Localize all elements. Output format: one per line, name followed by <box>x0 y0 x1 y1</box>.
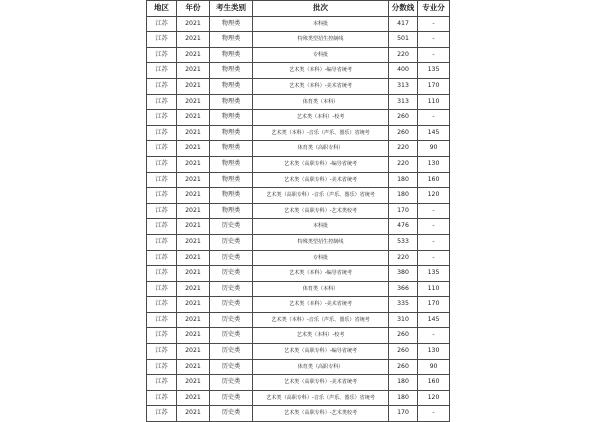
cell-major-score: 135 <box>418 266 450 282</box>
cell-major-score: - <box>418 110 450 126</box>
table-row <box>147 312 450 328</box>
cell-batch: 艺术类（本科）-音乐（声乐、器乐）省统考 <box>253 125 389 141</box>
cell-region: 江苏 <box>147 203 177 219</box>
cell-category: 物理类 <box>210 16 253 32</box>
table-row <box>147 32 450 48</box>
table-row <box>147 266 450 282</box>
table-row <box>147 47 450 63</box>
cell-category: 物理类 <box>210 141 253 157</box>
table-row <box>147 234 450 250</box>
cell-batch: 艺术类（本科）-校考 <box>253 328 389 344</box>
cell-score: 260 <box>389 125 418 141</box>
header-major-score: 专业分 <box>418 1 450 17</box>
cell-major-score: - <box>418 16 450 32</box>
cell-major-score: 145 <box>418 125 450 141</box>
cell-year: 2021 <box>177 156 210 172</box>
cell-category: 物理类 <box>210 94 253 110</box>
cell-batch: 艺术类（本科）-美术省统考 <box>253 78 389 94</box>
cell-region: 江苏 <box>147 359 177 375</box>
cell-batch: 艺术类（高职专科）-美术省统考 <box>253 172 389 188</box>
table-row <box>147 110 450 126</box>
cell-region: 江苏 <box>147 110 177 126</box>
cell-region: 江苏 <box>147 250 177 266</box>
cell-region: 江苏 <box>147 32 177 48</box>
cell-category: 历史类 <box>210 406 253 422</box>
cell-region: 江苏 <box>147 375 177 391</box>
cell-score: 400 <box>389 63 418 79</box>
cell-batch: 艺术类（高职专科）-艺术类校考 <box>253 203 389 219</box>
cell-category: 物理类 <box>210 78 253 94</box>
cell-major-score: - <box>418 328 450 344</box>
cell-year: 2021 <box>177 63 210 79</box>
table-row <box>147 94 450 110</box>
cell-major-score: 110 <box>418 281 450 297</box>
table-row <box>147 297 450 313</box>
cell-category: 物理类 <box>210 188 253 204</box>
cell-score: 220 <box>389 250 418 266</box>
cell-major-score: 120 <box>418 390 450 406</box>
cell-category: 历史类 <box>210 234 253 250</box>
cell-region: 江苏 <box>147 219 177 235</box>
cell-year: 2021 <box>177 172 210 188</box>
cell-region: 江苏 <box>147 47 177 63</box>
cell-batch: 艺术类（本科）-校考 <box>253 110 389 126</box>
header-score: 分数线 <box>389 1 418 17</box>
cell-category: 物理类 <box>210 156 253 172</box>
cell-year: 2021 <box>177 125 210 141</box>
cell-category: 历史类 <box>210 344 253 360</box>
cell-region: 江苏 <box>147 312 177 328</box>
cell-major-score: - <box>418 47 450 63</box>
cell-batch: 本科批 <box>253 219 389 235</box>
cell-score: 260 <box>389 110 418 126</box>
cell-region: 江苏 <box>147 328 177 344</box>
cell-category: 历史类 <box>210 219 253 235</box>
cell-batch: 专科批 <box>253 250 389 266</box>
cell-year: 2021 <box>177 234 210 250</box>
cell-region: 江苏 <box>147 406 177 422</box>
cell-batch: 专科批 <box>253 47 389 63</box>
cell-batch: 特殊类型招生控制线 <box>253 32 389 48</box>
table-row <box>147 375 450 391</box>
cell-region: 江苏 <box>147 94 177 110</box>
cell-year: 2021 <box>177 375 210 391</box>
cell-year: 2021 <box>177 47 210 63</box>
cell-batch: 特殊类型招生控制线 <box>253 234 389 250</box>
cell-region: 江苏 <box>147 78 177 94</box>
cell-score: 476 <box>389 219 418 235</box>
cell-year: 2021 <box>177 188 210 204</box>
cell-major-score: - <box>418 219 450 235</box>
cell-batch: 艺术类（本科）-编导省统考 <box>253 63 389 79</box>
header-category: 考生类别 <box>210 1 253 17</box>
cell-category: 历史类 <box>210 390 253 406</box>
cell-year: 2021 <box>177 203 210 219</box>
cell-score: 180 <box>389 375 418 391</box>
table-header-row <box>147 1 450 17</box>
cell-score: 180 <box>389 390 418 406</box>
cell-score: 260 <box>389 328 418 344</box>
cell-category: 物理类 <box>210 63 253 79</box>
cell-category: 历史类 <box>210 359 253 375</box>
cell-major-score: 110 <box>418 94 450 110</box>
table-row <box>147 219 450 235</box>
cell-major-score: 170 <box>418 297 450 313</box>
cell-year: 2021 <box>177 390 210 406</box>
cell-region: 江苏 <box>147 156 177 172</box>
cell-category: 历史类 <box>210 250 253 266</box>
cell-year: 2021 <box>177 406 210 422</box>
cell-region: 江苏 <box>147 63 177 79</box>
cell-category: 历史类 <box>210 312 253 328</box>
cell-category: 历史类 <box>210 266 253 282</box>
cell-score: 220 <box>389 156 418 172</box>
cell-year: 2021 <box>177 110 210 126</box>
cell-batch: 艺术类（本科）-编导省统考 <box>253 266 389 282</box>
cell-year: 2021 <box>177 16 210 32</box>
cell-score: 417 <box>389 16 418 32</box>
cell-score: 380 <box>389 266 418 282</box>
cell-score: 220 <box>389 47 418 63</box>
table-row <box>147 125 450 141</box>
cell-batch: 体育类（高职专科） <box>253 141 389 157</box>
table-row <box>147 281 450 297</box>
cell-major-score: - <box>418 234 450 250</box>
cell-score: 313 <box>389 94 418 110</box>
cell-batch: 艺术类（本科）-美术省统考 <box>253 297 389 313</box>
cell-category: 物理类 <box>210 203 253 219</box>
cell-major-score: - <box>418 250 450 266</box>
cell-score: 220 <box>389 141 418 157</box>
cell-score: 180 <box>389 172 418 188</box>
cell-year: 2021 <box>177 281 210 297</box>
cell-region: 江苏 <box>147 172 177 188</box>
cell-score: 313 <box>389 78 418 94</box>
table-row <box>147 172 450 188</box>
cell-score: 501 <box>389 32 418 48</box>
cell-year: 2021 <box>177 141 210 157</box>
cell-batch: 艺术类（高职专科）-音乐（声乐、器乐）省统考 <box>253 390 389 406</box>
header-region: 地区 <box>147 1 177 17</box>
cell-year: 2021 <box>177 219 210 235</box>
table-body <box>147 16 450 421</box>
cell-major-score: 130 <box>418 156 450 172</box>
table-row <box>147 63 450 79</box>
cell-major-score: 90 <box>418 359 450 375</box>
table-row <box>147 344 450 360</box>
header-year: 年份 <box>177 1 210 17</box>
cell-year: 2021 <box>177 359 210 375</box>
cell-batch: 体育类（高职专科） <box>253 359 389 375</box>
cell-major-score: 135 <box>418 63 450 79</box>
cell-year: 2021 <box>177 32 210 48</box>
score-table <box>146 0 450 422</box>
score-table-container <box>146 0 449 422</box>
cell-major-score: - <box>418 203 450 219</box>
cell-category: 物理类 <box>210 47 253 63</box>
cell-score: 260 <box>389 359 418 375</box>
cell-batch: 艺术类（高职专科）-音乐（声乐、器乐）省统考 <box>253 188 389 204</box>
table-row <box>147 188 450 204</box>
cell-region: 江苏 <box>147 234 177 250</box>
cell-major-score: 160 <box>418 375 450 391</box>
cell-region: 江苏 <box>147 344 177 360</box>
cell-region: 江苏 <box>147 297 177 313</box>
cell-region: 江苏 <box>147 125 177 141</box>
cell-score: 260 <box>389 344 418 360</box>
cell-batch: 艺术类（高职专科）-美术省统考 <box>253 375 389 391</box>
cell-score: 170 <box>389 203 418 219</box>
cell-category: 历史类 <box>210 297 253 313</box>
cell-batch: 本科批 <box>253 16 389 32</box>
cell-year: 2021 <box>177 328 210 344</box>
cell-batch: 体育类（本科） <box>253 94 389 110</box>
cell-category: 历史类 <box>210 328 253 344</box>
cell-major-score: - <box>418 406 450 422</box>
cell-major-score: 145 <box>418 312 450 328</box>
cell-major-score: 160 <box>418 172 450 188</box>
table-row <box>147 141 450 157</box>
cell-score: 310 <box>389 312 418 328</box>
cell-score: 366 <box>389 281 418 297</box>
header-batch: 批次 <box>253 1 389 17</box>
cell-major-score: 90 <box>418 141 450 157</box>
cell-score: 533 <box>389 234 418 250</box>
table-row <box>147 78 450 94</box>
cell-score: 335 <box>389 297 418 313</box>
cell-category: 物理类 <box>210 172 253 188</box>
cell-year: 2021 <box>177 78 210 94</box>
cell-category: 历史类 <box>210 281 253 297</box>
cell-batch: 艺术类（高职专科）-编导省统考 <box>253 344 389 360</box>
cell-category: 物理类 <box>210 32 253 48</box>
cell-year: 2021 <box>177 266 210 282</box>
cell-region: 江苏 <box>147 390 177 406</box>
cell-major-score: 120 <box>418 188 450 204</box>
table-row <box>147 359 450 375</box>
cell-region: 江苏 <box>147 16 177 32</box>
table-row <box>147 203 450 219</box>
cell-batch: 艺术类（本科）-音乐（声乐、器乐）省统考 <box>253 312 389 328</box>
cell-score: 180 <box>389 188 418 204</box>
cell-category: 物理类 <box>210 110 253 126</box>
cell-region: 江苏 <box>147 188 177 204</box>
cell-category: 历史类 <box>210 375 253 391</box>
table-row <box>147 406 450 422</box>
cell-year: 2021 <box>177 297 210 313</box>
cell-category: 物理类 <box>210 125 253 141</box>
cell-batch: 艺术类（高职专科）-艺术类校考 <box>253 406 389 422</box>
table-row <box>147 156 450 172</box>
cell-year: 2021 <box>177 94 210 110</box>
cell-score: 170 <box>389 406 418 422</box>
table-row <box>147 250 450 266</box>
cell-major-score: 130 <box>418 344 450 360</box>
table-row <box>147 390 450 406</box>
table-row <box>147 16 450 32</box>
cell-year: 2021 <box>177 312 210 328</box>
cell-region: 江苏 <box>147 281 177 297</box>
table-row <box>147 328 450 344</box>
cell-region: 江苏 <box>147 141 177 157</box>
cell-year: 2021 <box>177 250 210 266</box>
cell-batch: 艺术类（高职专科）-编导省统考 <box>253 156 389 172</box>
cell-major-score: - <box>418 32 450 48</box>
cell-year: 2021 <box>177 344 210 360</box>
cell-major-score: 170 <box>418 78 450 94</box>
cell-batch: 体育类（本科） <box>253 281 389 297</box>
cell-region: 江苏 <box>147 266 177 282</box>
